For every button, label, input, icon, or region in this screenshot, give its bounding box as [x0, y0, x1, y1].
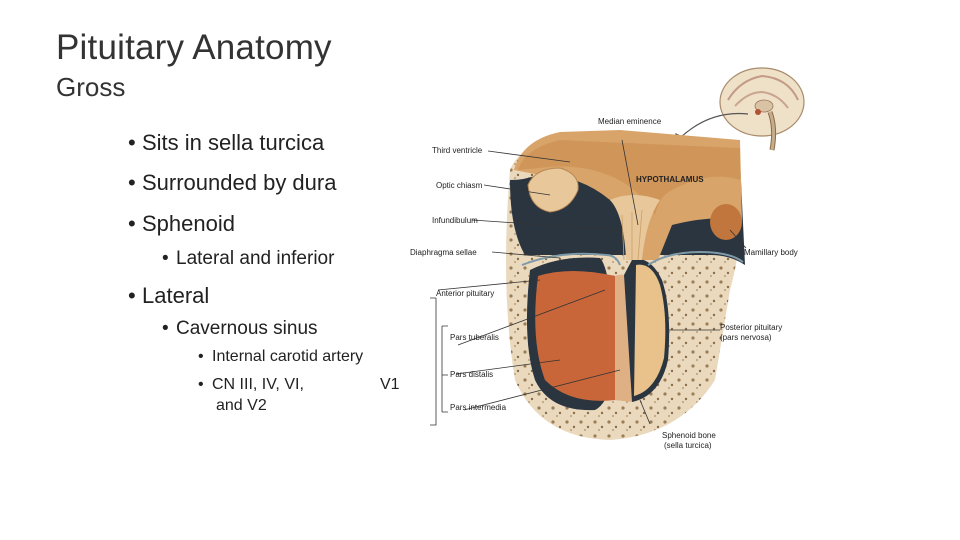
label-sphenoid-bone: Sphenoid bone [662, 431, 716, 440]
label-median-eminence: Median eminence [598, 117, 662, 126]
sub-sub-bullet-item: • CN III, IV, VI, [198, 376, 304, 393]
label-pars-intermedia: Pars intermedia [450, 403, 507, 412]
pituitary-diagram [410, 40, 830, 470]
label-pars-nervosa: (pars nervosa) [720, 333, 772, 342]
label-hypothalamus: HYPOTHALAMUS [636, 175, 704, 184]
sub-bullet-item: • Lateral and inferior [162, 248, 335, 269]
label-mamillary-body: Mamillary body [744, 248, 798, 257]
pituitary-cross-section [506, 130, 745, 440]
label-anterior-pituitary: Anterior pituitary [436, 289, 495, 298]
pituitary-anatomy-figure [410, 40, 830, 470]
label-pars-distalis: Pars distalis [450, 370, 494, 379]
bullet-item: • Surrounded by dura [128, 170, 337, 195]
label-pars-tuberalis: Pars tuberalis [450, 333, 499, 342]
sub-sub-bullet-continuation: and V2 [216, 397, 267, 414]
slide-subtitle: Gross [56, 72, 126, 102]
bullet-item: • Sphenoid [128, 211, 235, 236]
label-posterior-pituitary: Posterior pituitary [720, 323, 783, 332]
bullet-item: • Lateral [128, 283, 210, 308]
label-infundibulum: Infundibulum [432, 216, 478, 225]
brain-inset-icon [720, 68, 804, 150]
label-sella-turcica: (sella turcica) [664, 441, 712, 450]
slide-title: Pituitary Anatomy [56, 28, 332, 67]
sub-bullet-item: • Cavernous sinus [162, 318, 318, 339]
sub-sub-bullet-continuation: V1 [380, 376, 400, 393]
label-diaphragma-sellae: Diaphragma sellae [410, 248, 477, 257]
sub-sub-bullet-item: • Internal carotid artery [198, 348, 364, 365]
label-optic-chiasm: Optic chiasm [436, 181, 483, 190]
label-third-ventricle: Third ventricle [432, 146, 483, 155]
bullet-item: • Sits in sella turcica [128, 130, 325, 155]
